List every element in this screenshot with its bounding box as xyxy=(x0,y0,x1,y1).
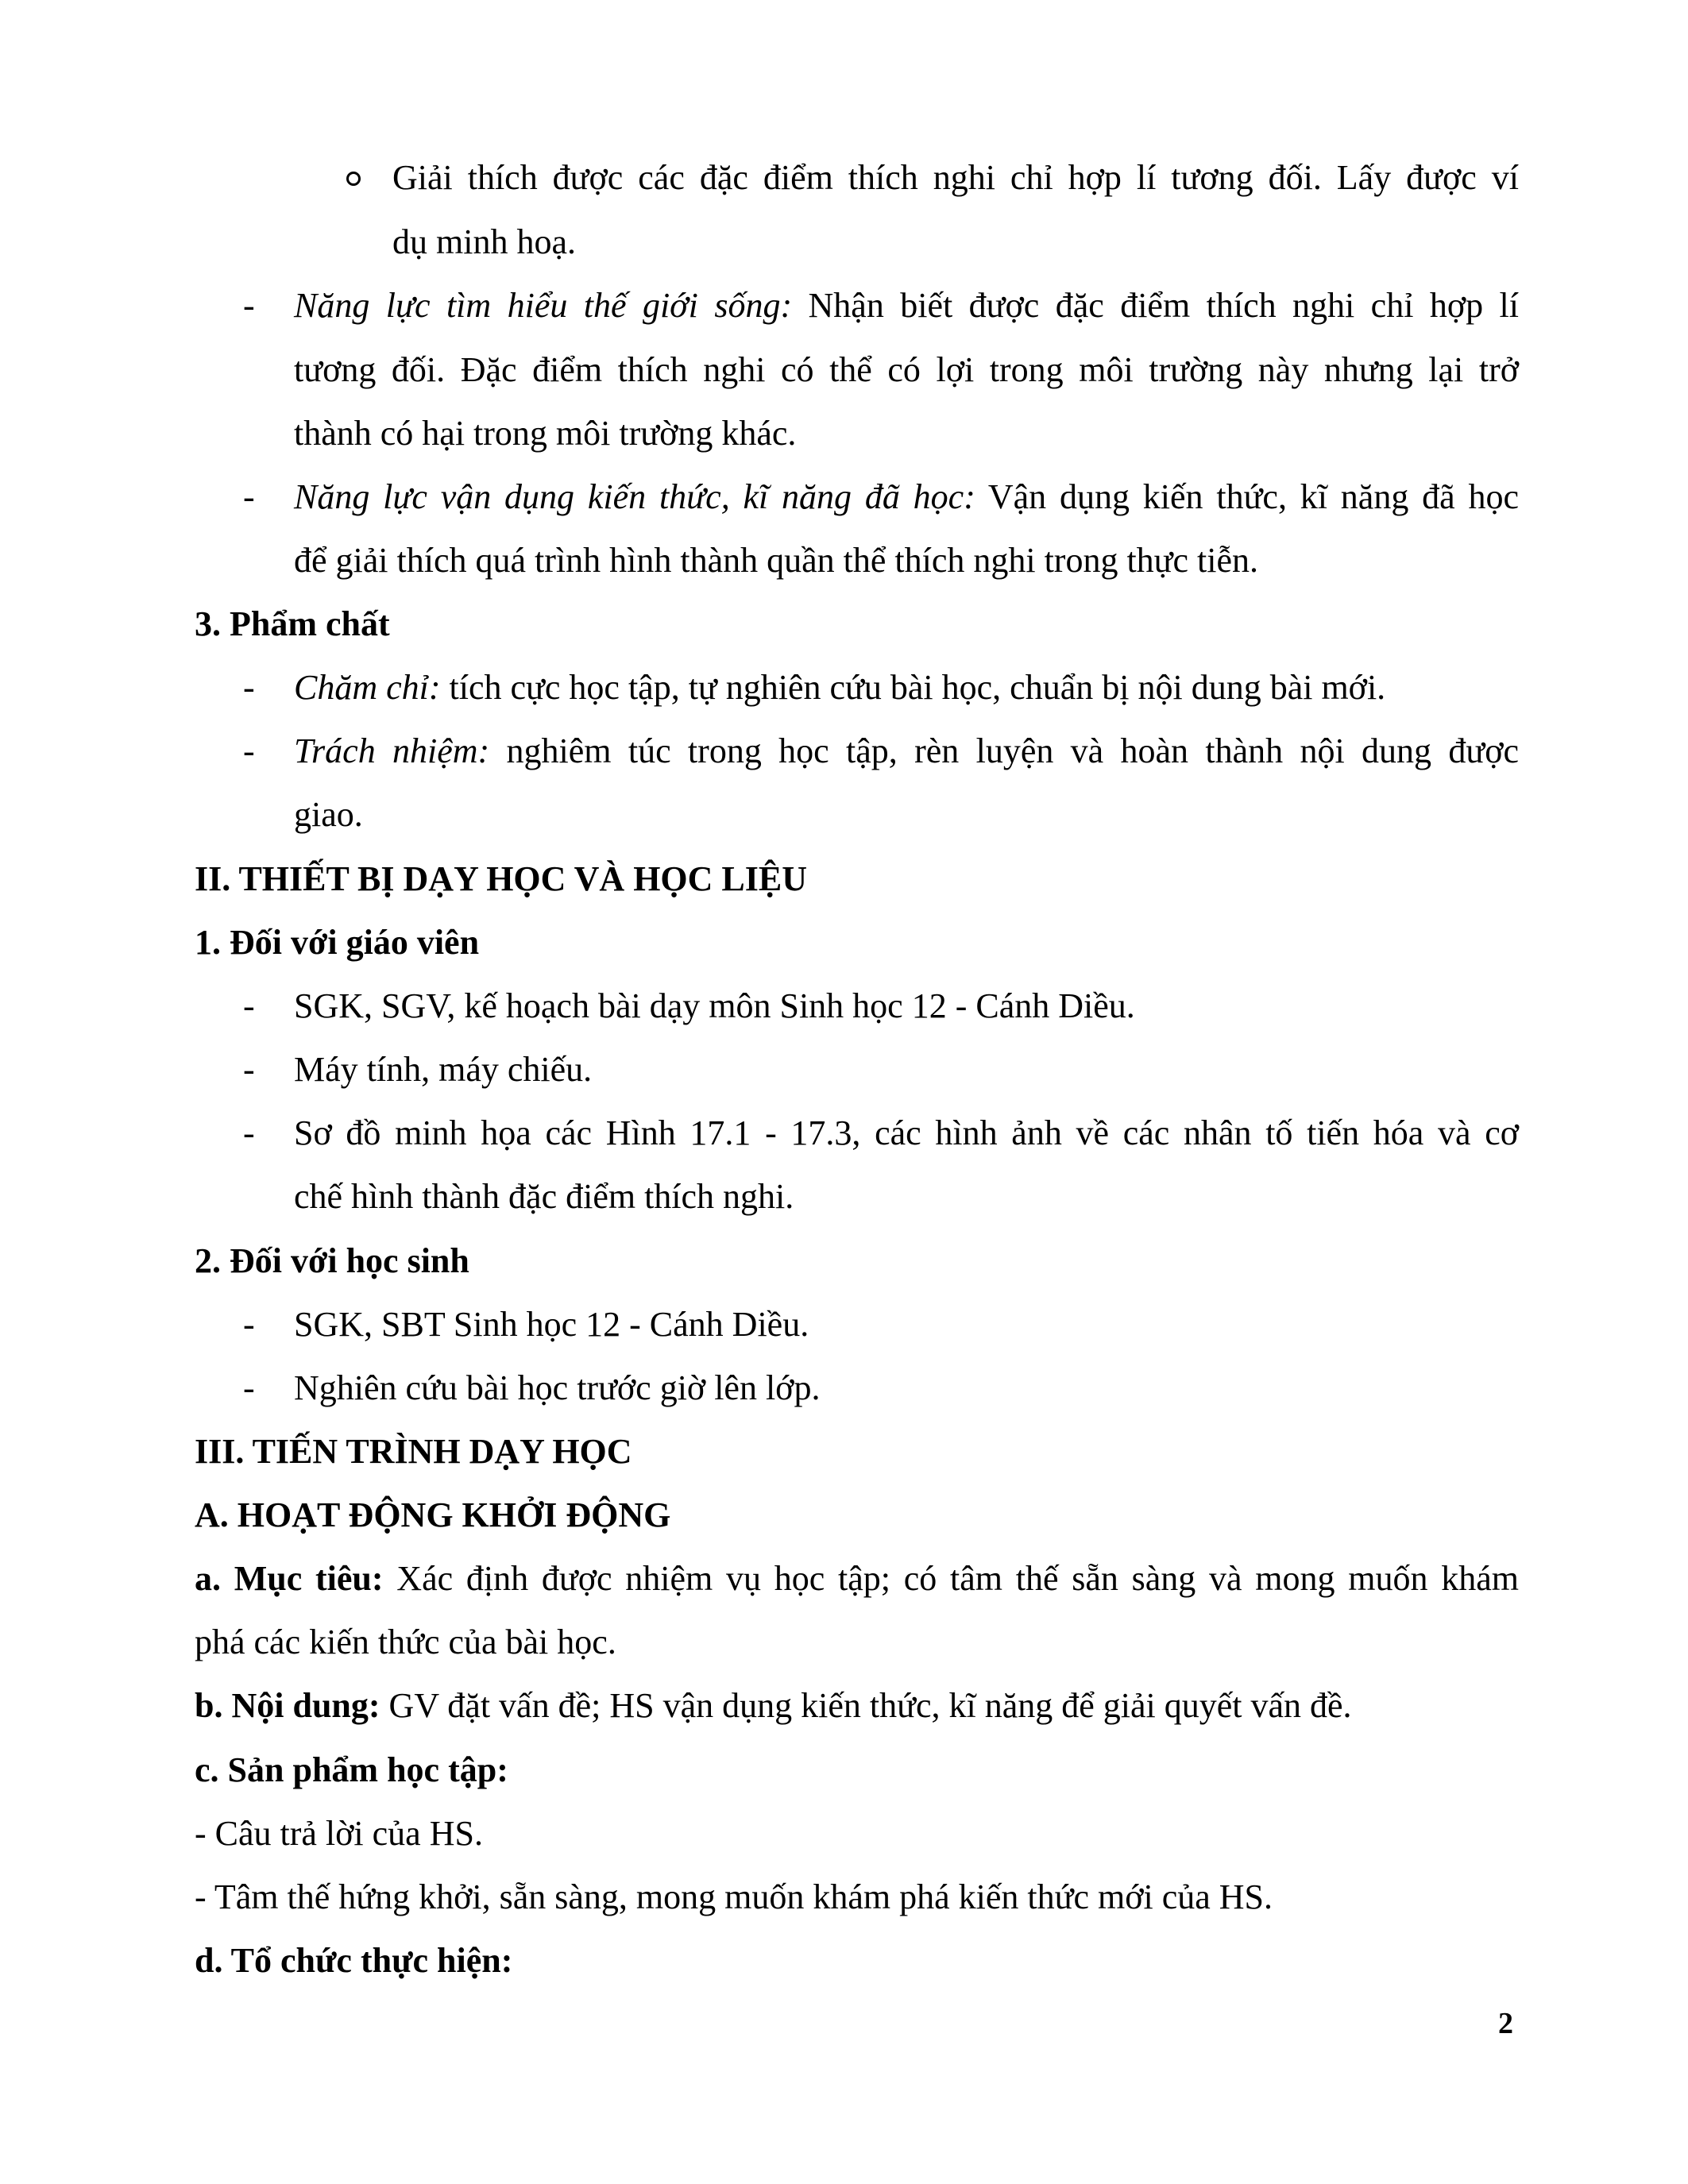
content-line xyxy=(195,1685,1352,1727)
page-number: 2 xyxy=(1498,2007,1513,2040)
equipment-heading: II. THIẾT BỊ DẠY HỌC VÀ HỌC LIỆU xyxy=(195,859,808,898)
product-item: - Tâm thế hứng khởi, sẵn sàng, mong muốn khám phá kiến thức mới của HS. xyxy=(195,1877,1273,1916)
bullet-dash: - xyxy=(243,1305,255,1344)
student-heading: 2. Đối với học sinh xyxy=(195,1241,469,1280)
apply-label: Năng lực vận dụng kiến thức, kĩ năng đã học: xyxy=(294,477,975,516)
bullet-dash: - xyxy=(243,1368,255,1407)
bullet-dash: - xyxy=(243,477,255,516)
diligent-text: tích cực học tập, tự nghiên cứu bài học, chuẩn bị nội dung bài mới. xyxy=(440,668,1386,707)
diligent-label: Chăm chỉ: xyxy=(294,668,441,707)
bullet-dash: - xyxy=(243,286,255,325)
resp-label: Trách nhiệm: xyxy=(294,731,490,770)
explain-line-2: dụ minh hoạ. xyxy=(392,222,576,261)
apply-line-1 xyxy=(294,477,1519,518)
product-item: - Câu trả lời của HS. xyxy=(195,1814,483,1853)
resp-line-1 xyxy=(294,731,1519,772)
diligent-line xyxy=(294,667,1385,708)
bullet-dash: - xyxy=(243,731,255,770)
apply-line1-text: Vận dụng kiến thức, kĩ năng đã học xyxy=(975,477,1519,516)
goal-label: a. Mục tiêu: xyxy=(195,1559,384,1598)
circle-bullet-icon xyxy=(346,172,361,186)
apply-line-2: để giải thích quá trình hình thành quần thể thích nghi trong thực tiễn. xyxy=(294,541,1259,580)
teacher-item: Sơ đồ minh họa các Hình 17.1 - 17.3, các hình ảnh về các nhân tố tiến hóa và cơ xyxy=(294,1113,1519,1152)
bullet-dash: - xyxy=(243,1050,255,1089)
life-line1-text: Nhận biết được đặc điểm thích nghi chỉ hợp lí xyxy=(792,286,1519,325)
process-heading: III. TIẾN TRÌNH DẠY HỌC xyxy=(195,1432,632,1471)
bullet-dash: - xyxy=(243,668,255,707)
teacher-item: Máy tính, máy chiếu. xyxy=(294,1050,593,1089)
bullet-dash: - xyxy=(243,986,255,1025)
bullet-dash: - xyxy=(243,1113,255,1152)
resp-line1-text: nghiêm túc trong học tập, rèn luyện và hoàn thành nội dung được xyxy=(489,731,1519,770)
goal-line-1 xyxy=(195,1558,1519,1599)
life-line-2: tương đối. Đặc điểm thích nghi có thể có lợi trong môi trường này nhưng lại trở xyxy=(294,350,1519,389)
qualities-heading: 3. Phẩm chất xyxy=(195,604,390,643)
student-item: Nghiên cứu bài học trước giờ lên lớp. xyxy=(294,1368,821,1407)
content-label: b. Nội dung: xyxy=(195,1686,380,1725)
goal-line1-text: Xác định được nhiệm vụ học tập; có tâm thế sẵn sàng và mong muốn khám xyxy=(383,1559,1519,1598)
organize-heading: d. Tổ chức thực hiện: xyxy=(195,1941,513,1980)
content-text: GV đặt vấn đề; HS vận dụng kiến thức, kĩ năng để giải quyết vấn đề. xyxy=(380,1686,1352,1725)
product-heading: c. Sản phẩm học tập: xyxy=(195,1750,508,1789)
life-label: Năng lực tìm hiểu thế giới sống: xyxy=(294,286,793,325)
activity-heading: A. HOẠT ĐỘNG KHỞI ĐỘNG xyxy=(195,1495,671,1534)
teacher-item-continued: chế hình thành đặc điểm thích nghi. xyxy=(294,1177,794,1216)
teacher-item: SGK, SGV, kế hoạch bài dạy môn Sinh học 12 - Cánh Diều. xyxy=(294,986,1135,1025)
explain-line-1: Giải thích được các đặc điểm thích nghi chỉ hợp lí tương đối. Lấy được ví xyxy=(392,158,1519,197)
resp-line-2: giao. xyxy=(294,795,363,834)
life-line-1 xyxy=(294,285,1519,326)
life-line-3: thành có hại trong môi trường khác. xyxy=(294,414,797,453)
goal-line-2: phá các kiến thức của bài học. xyxy=(195,1623,616,1661)
student-item: SGK, SBT Sinh học 12 - Cánh Diều. xyxy=(294,1305,809,1344)
teacher-heading: 1. Đối với giáo viên xyxy=(195,923,480,962)
